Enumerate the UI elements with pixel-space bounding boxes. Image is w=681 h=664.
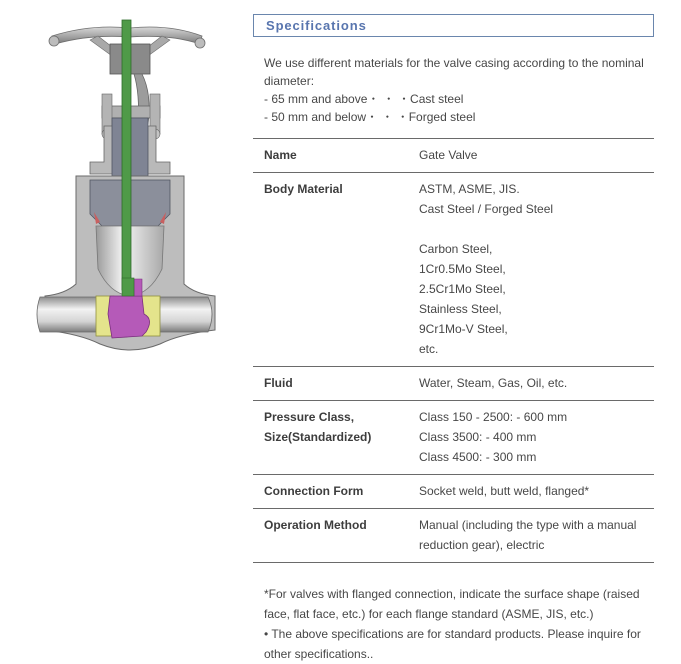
row-label [253,401,419,475]
label-line: Fluid [264,376,293,390]
label-line: Operation Method [264,518,367,532]
value-line: Class 150 - 2500: - 600 mm [419,410,568,424]
label-line: Connection Form [264,484,364,498]
footnote-line: *For valves with flanged connection, indicate the surface shape (raised [264,587,640,601]
footnote-line: other specifications.. [264,647,374,661]
table-row [253,509,654,563]
value-line: ASTM, ASME, JIS. [419,182,520,196]
row-label [253,139,419,173]
value-line: Class 3500: - 400 mm [419,430,537,444]
row-value [419,475,654,509]
value-line: Carbon Steel, [419,242,493,256]
intro-line: - 65 mm and above・ ・ ・Cast steel [264,92,464,106]
footnotes [253,584,659,664]
value-line: 2.5Cr1Mo Steel, [419,282,506,296]
table-row [253,367,654,401]
value-line: Manual (including the type with a manual [419,518,637,532]
specifications-title: Specifications [266,18,367,33]
row-value [419,139,654,173]
table-row [253,401,654,475]
value-line: etc. [419,342,439,356]
row-label [253,475,419,509]
intro-line: diameter: [264,74,315,88]
value-line: 9Cr1Mo-V Steel, [419,322,508,336]
row-value [419,173,654,367]
footnote-line: face, flat face, etc.) for each flange standard (ASME, JIS, etc.) [264,607,594,621]
intro-text [253,54,654,126]
label-line: Body Material [264,182,343,196]
row-label [253,509,419,563]
value-line: Gate Valve [419,148,478,162]
spec-table [253,138,654,563]
value-line: reduction gear), electric [419,538,545,552]
specifications-section [253,14,654,664]
footnote-line: • The above specifications are for standard products. Please inquire for [264,627,641,641]
value-line: 1Cr0.5Mo Steel, [419,262,506,276]
row-value [419,509,654,563]
table-row [253,173,654,367]
value-line: Water, Steam, Gas, Oil, etc. [419,376,568,390]
value-line: Class 4500: - 300 mm [419,450,537,464]
label-line: Pressure Class, [264,410,355,424]
value-line [419,219,654,239]
row-label [253,367,419,401]
row-label [253,173,419,367]
gate-valve-illustration [30,14,230,359]
row-value [419,401,654,475]
value-line: Stainless Steel, [419,302,502,316]
label-line: Name [264,148,297,162]
specifications-header [253,14,654,37]
intro-line: - 50 mm and below・ ・ ・Forged steel [264,110,476,124]
intro-line: We use different materials for the valve casing according to the nominal [264,56,644,70]
value-line: Cast Steel / Forged Steel [419,202,554,216]
table-row [253,475,654,509]
value-line: Socket weld, butt weld, flanged* [419,484,590,498]
table-row [253,139,654,173]
row-value [419,367,654,401]
gate-valve-cutaway-icon [30,14,230,359]
label-line: Size(Standardized) [264,430,372,444]
